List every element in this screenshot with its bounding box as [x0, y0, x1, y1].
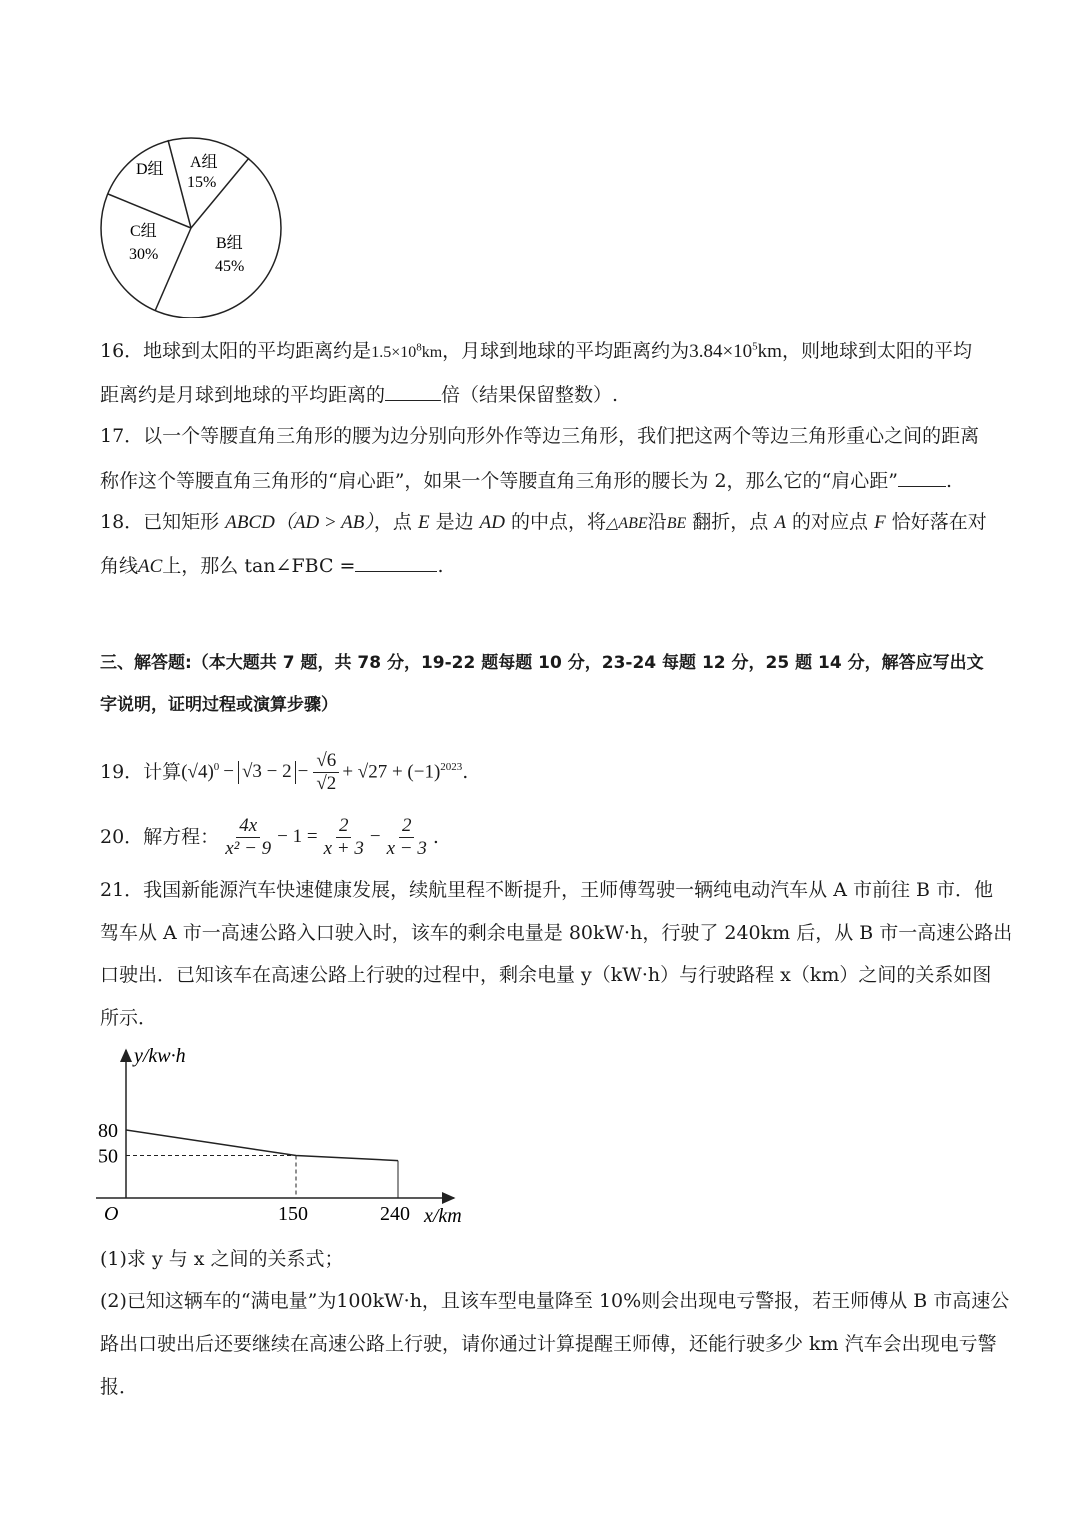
q16-answer-blank[interactable]: [385, 382, 441, 401]
q16-text-a: 16．地球到太阳的平均距离约是: [100, 340, 372, 362]
q16-earth-sun: $1.5\times 10^8km$: [371, 341, 443, 361]
y-axis-label: y/kw·h: [134, 1045, 186, 1067]
q20-fraction-1: $\frac{4x}{\text{x² − 9}}$: [225, 815, 272, 859]
q17-text-b: .: [945, 470, 953, 492]
q17-answer-blank[interactable]: [898, 468, 946, 487]
q20-fraction-2: $\frac{2}{x + 3}$: [323, 815, 364, 859]
q21-sub-2-line-3: 报．: [100, 1376, 139, 1398]
slice-c-label: C组: [130, 223, 157, 240]
q17-line-1: 17．以一个等腰直角三角形的腰为边分别向形外作等边三角形，我们把这两个等边三角形重心之间的距离: [100, 425, 980, 447]
q16-line-2: [100, 382, 618, 407]
q17-line-2: [100, 468, 952, 493]
slice-b-percent: 45%: [215, 258, 245, 275]
battery-line-chart: [96, 1040, 486, 1230]
q21-line-4: 所示．: [100, 1007, 158, 1029]
q20-equation: 20．解方程： $\frac{4x}{\text{x² − 9}}$ − 1 = $\frac{2}{x + 3}$ − $\frac{2}{x - 3}$ .: [100, 815, 439, 859]
q16-line-1: [100, 340, 972, 364]
q21-sub-2-line-2: 路出口驶出后还要继续在高速公路上行驶，请你通过计算提醒王师傅，还能行驶多少 km 汽车会出现电亏警: [100, 1333, 997, 1355]
y-tick-80: 80: [98, 1120, 118, 1142]
x-tick-150: 150: [278, 1203, 308, 1225]
q21-line-2: 驾车从 A 市一高速公路入口驶入时，该车的剩余电量是 80kW·h，行驶了 240km 后，从 B 市一高速公路出: [100, 922, 1013, 944]
q19-fraction: $\frac{√6}{√2}$: [313, 750, 339, 795]
q18-line-1: 18．已知矩形 ABCD（AD > AB），点 E 是边 AD 的中点，将△ABE沿BE 翻折，点 A 的对应点 F 恰好落在对: [100, 511, 987, 533]
battery-series-line: [126, 1130, 398, 1161]
slice-b-label: B组: [216, 235, 243, 252]
q17-text-a: 称作这个等腰直角三角形的“肩心距”，如果一个等腰直角三角形的腰长为 2，那么它的“肩心距”: [100, 470, 898, 492]
q16-text-c: ，则地球到太阳的平均: [781, 340, 972, 362]
section-3-heading-line-2: 字说明，证明过程或演算步骤）: [100, 695, 338, 715]
slice-c-percent: 30%: [129, 246, 159, 263]
pie-divider-c: [155, 228, 191, 311]
q21-line-3: 口驶出．已知该车在高速公路上行驶的过程中，剩余电量 y（kW·h）与行驶路程 x（km）之间的关系如图: [100, 964, 992, 986]
q16-text-b: ，月球到地球的平均距离约为: [442, 340, 690, 362]
slice-d-label: D组: [136, 161, 164, 178]
slice-a-percent: 15%: [187, 174, 217, 191]
q21-sub-1: (1)求 y 与 x 之间的关系式；: [100, 1248, 344, 1270]
y-tick-50: 50: [98, 1145, 118, 1168]
x-axis-label: x/km: [424, 1205, 462, 1227]
origin-label: O: [104, 1203, 119, 1225]
q16-text-d: 距离约是月球到地球的平均距离的: [100, 384, 386, 406]
q18-line-2: 角线AC上，那么 tan∠FBC = .: [100, 555, 444, 577]
q16-text-e: 倍（结果保留整数）.: [441, 384, 619, 406]
q18-answer-blank[interactable]: [355, 553, 437, 572]
slice-a-label: A组: [190, 154, 218, 171]
x-tick-240: 240: [380, 1203, 410, 1225]
q20-fraction-3: $\frac{2}{x - 3}$: [386, 815, 427, 859]
q21-sub-2-line-1: (2)已知这辆车的“满电量”为100kW·h，且该车型电量降至 10%则会出现电亏警报，若王师傅从 B 市高速公: [100, 1290, 1010, 1312]
section-3-heading-line-1: 三、解答题:（本大题共 7 题，共 78 分，19-22 题每题 10 分，23-24 每题 12 分，25 题 14 分，解答应写出文: [100, 653, 984, 673]
group-pie-chart: [96, 136, 286, 318]
q16-moon-earth: $3.84\times 10^5km$: [689, 340, 782, 362]
q19-expression: 19．计算 $(√4)^0$ − √3 − 2 − $\frac{√6}{√2}$ + $√27 + (-1)^{2023}$ .: [100, 750, 469, 794]
q21-line-1: 21．我国新能源汽车快速健康发展，续航里程不断提升，王师傅驾驶一辆纯电动汽车从 A 市前往 B 市．他: [100, 879, 994, 901]
